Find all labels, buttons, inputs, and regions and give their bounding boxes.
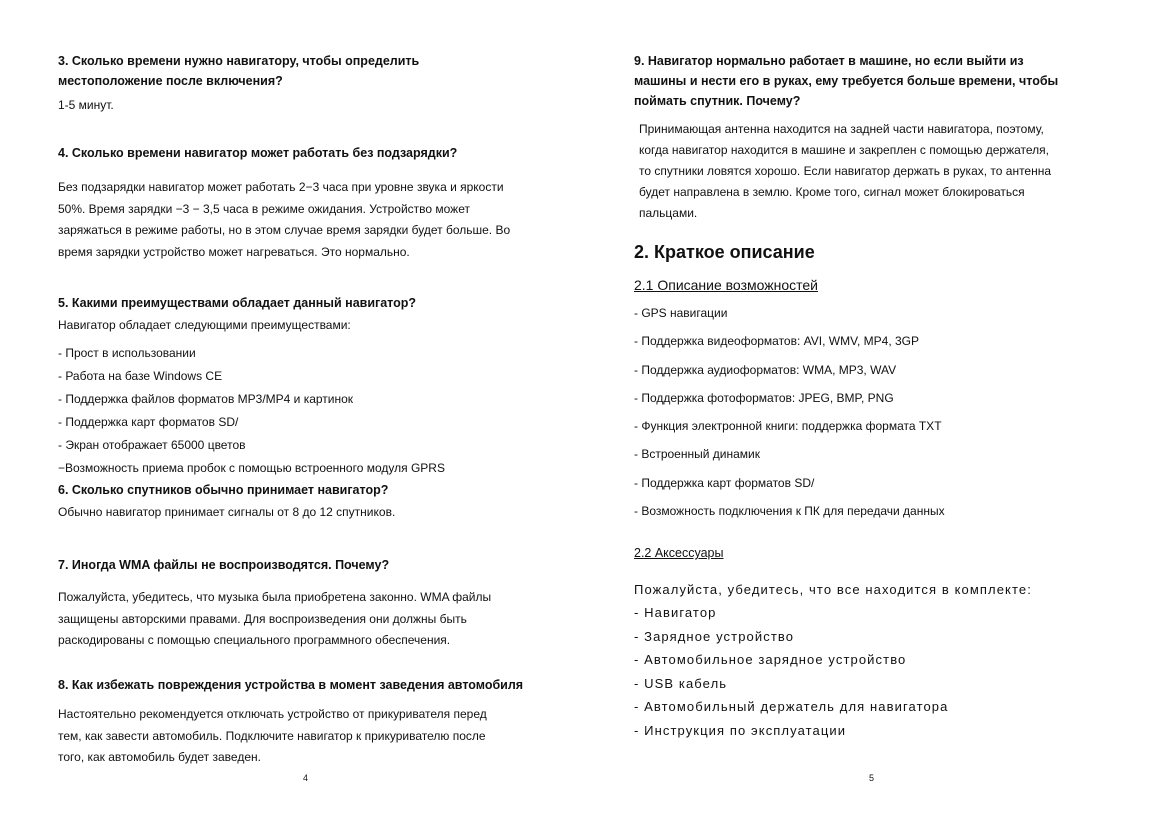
q6-answer: Обычно навигатор принимает сигналы от 8 до 12 спутников. <box>58 505 396 519</box>
q9-line: Принимающая антенна находится на задней части навигатора, поэтому, <box>639 122 1044 136</box>
q4-line: время зарядки устройство может нагреваться. Это нормально. <box>58 244 410 259</box>
faq-q3 <box>58 51 419 117</box>
list-item: - Поддержка карт форматов SD/ <box>634 475 815 490</box>
list-item: - Возможность подключения к ПК для передачи данных <box>634 504 945 519</box>
q8-line: Настоятельно рекомендуется отключать устройство от прикуривателя перед <box>58 707 487 721</box>
q8-line: того, как автомобиль будет заведен. <box>58 750 261 764</box>
list-item: - GPS навигации <box>634 306 728 320</box>
accessories-intro: Пожалуйста, убедитесь, что все находится в комплекте: <box>634 582 1032 597</box>
q9-title-line: 9. Навигатор нормально работает в машине, но если выйти из <box>634 54 1024 68</box>
faq-q4 <box>58 143 510 263</box>
list-item: - Зарядное устройство <box>634 628 795 644</box>
faq-q8 <box>58 675 523 769</box>
q9-line: будет направлена в землю. Кроме того, сигнал может блокироваться <box>639 185 1025 199</box>
list-item: - Автомобильный держатель для навигатора <box>634 699 949 714</box>
q5-title: 5. Какими преимуществами обладает данный навигатор? <box>58 296 417 310</box>
list-item: - USB кабель <box>634 675 728 691</box>
list-item: - Функция электронной книги: поддержка формата TXT <box>634 419 942 434</box>
q4-line: Без подзарядки навигатор может работать 2−3 часа при уровне звука и яркости <box>58 180 504 194</box>
faq-q5 <box>58 293 445 480</box>
list-item: - Работа на базе Windows CE <box>58 368 223 383</box>
q4-line: заряжаться в режиме работы, но в этом случае время зарядки будет больше. Во <box>58 223 511 237</box>
q7-line: раскодированы с помощью специального программного обеспечения. <box>58 633 451 647</box>
list-item: - Поддержка фотоформатов: JPEG, BMP, PNG <box>634 390 894 405</box>
q6-title: 6. Сколько спутников обычно принимает навигатор? <box>58 483 389 497</box>
features-list <box>634 299 945 525</box>
list-item: - Поддержка аудиоформатов: WMA, MP3, WAV <box>634 362 897 377</box>
q4-title: 4. Сколько времени навигатор может работать без подзарядки? <box>58 146 458 160</box>
section-2-2 <box>634 546 1032 742</box>
q8-title: 8. Как избежать повреждения устройства в момент заведения автомобиля <box>58 678 524 692</box>
list-item: - Автомобильное зарядное устройство <box>634 652 907 667</box>
list-item: - Инструкция по эксплуатации <box>634 722 847 738</box>
q7-title: 7. Иногда WMA файлы не воспроизводятся. Почему? <box>58 558 390 572</box>
list-item: - Прост в использовании <box>58 345 196 360</box>
q3-title-line1: 3. Сколько времени нужно навигатору, чтобы определить <box>58 54 420 68</box>
list-item: - Поддержка видеоформатов: AVI, WMV, MP4, 3GP <box>634 334 920 349</box>
q3-title-line2: местоположение после включения? <box>58 74 283 88</box>
q9-title-line: поймать спутник. Почему? <box>634 94 801 108</box>
section-2-title: 2. Краткое описание <box>634 242 815 262</box>
list-item: - Навигатор <box>634 605 717 620</box>
faq-q9 <box>634 51 1058 224</box>
list-item: −Возможность приема пробок с помощью встроенного модуля GPRS <box>58 460 445 475</box>
q7-line: защищены авторскими правами. Для воспроизведения они должны быть <box>58 611 467 626</box>
q5-list <box>58 342 445 480</box>
q3-answer: 1-5 минут. <box>58 98 114 112</box>
page-number-right: 5 <box>869 773 875 783</box>
list-item: - Поддержка карт форматов SD/ <box>58 414 239 429</box>
list-item: - Экран отображает 65000 цветов <box>58 437 246 452</box>
section-2 <box>634 242 945 525</box>
list-item: - Поддержка файлов форматов MP3/MP4 и картинок <box>58 391 354 406</box>
q9-line: когда навигатор находится в машине и закреплен с помощью держателя, <box>639 143 1050 157</box>
list-item: - Встроенный динамик <box>634 447 760 462</box>
faq-q7 <box>58 555 491 652</box>
q9-line: то спутники ловятся хорошо. Если навигатор держать в руках, то антенна <box>639 164 1052 178</box>
page-number-left: 4 <box>303 773 309 783</box>
q9-title-line: машины и нести его в руках, ему требуется больше времени, чтобы <box>634 74 1059 88</box>
accessories-list <box>634 601 1032 742</box>
q8-line: тем, как завести автомобиль. Подключите навигатор к прикуривателю после <box>58 728 486 743</box>
section-2-2-title: 2.2 Аксессуары <box>634 546 724 560</box>
q4-line: 50%. Время зарядки −3 − 3,5 часа в режиме ожидания. Устройство может <box>58 201 470 216</box>
q9-line: пальцами. <box>639 206 698 220</box>
q7-line: Пожалуйста, убедитесь, что музыка была приобретена законно. WMA файлы <box>58 590 492 604</box>
section-2-1-title: 2.1 Описание возможностей <box>634 277 818 293</box>
faq-q6 <box>58 480 395 524</box>
q5-intro: Навигатор обладает следующими преимуществами: <box>58 318 351 332</box>
